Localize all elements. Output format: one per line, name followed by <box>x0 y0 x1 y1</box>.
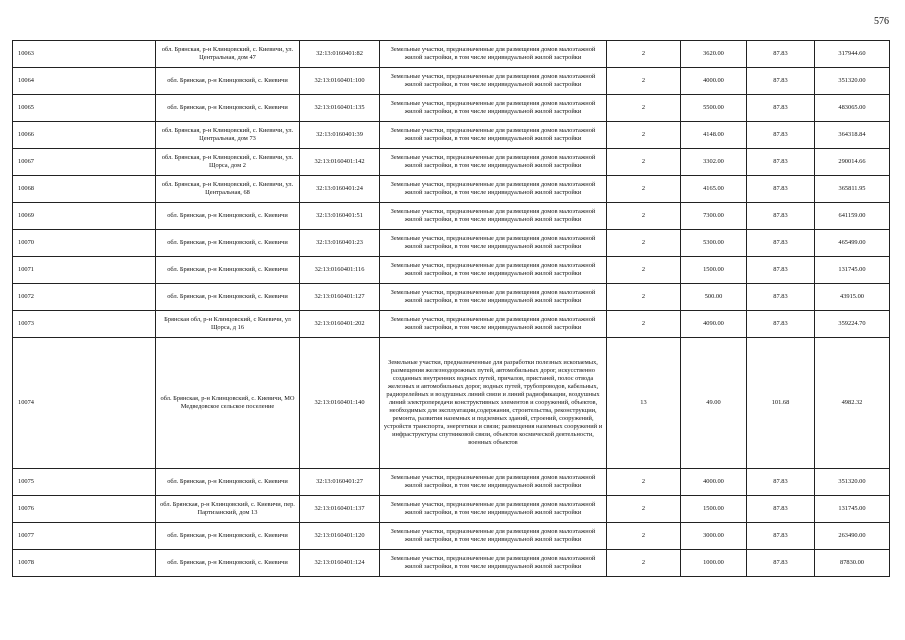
cadastral-number-cell: 32:13:0160401:39 <box>300 122 380 149</box>
row-number-cell: 10069 <box>13 203 156 230</box>
address-cell: обл. Брянская, р-н Клинцовский, с. Киевичи <box>156 523 300 550</box>
cadastral-value-cell: 365811.95 <box>815 176 890 203</box>
specific-value-cell: 87.83 <box>747 550 815 577</box>
cadastral-value-cell: 351320.00 <box>815 68 890 95</box>
land-use-cell: Земельные участки, предназначенные для размещения домов малоэтажной жилой застройки, в том числе индивидуальной жилой застройки <box>380 176 607 203</box>
specific-value-cell: 87.83 <box>747 203 815 230</box>
land-use-cell: Земельные участки, предназначенные для размещения домов малоэтажной жилой застройки, в том числе индивидуальной жилой застройки <box>380 68 607 95</box>
cadastral-value-cell: 43915.00 <box>815 284 890 311</box>
table-row <box>13 284 890 311</box>
table-row <box>13 311 890 338</box>
row-number-cell: 10064 <box>13 68 156 95</box>
specific-value-cell: 87.83 <box>747 176 815 203</box>
cadastral-value-cell: 87830.00 <box>815 550 890 577</box>
cadastral-number-cell: 32:13:0160401:27 <box>300 469 380 496</box>
land-use-cell: Земельные участки, предназначенные для размещения домов малоэтажной жилой застройки, в том числе индивидуальной жилой застройки <box>380 149 607 176</box>
area-cell: 4000.00 <box>681 68 747 95</box>
group-cell: 2 <box>607 523 681 550</box>
area-cell: 7300.00 <box>681 203 747 230</box>
cadastral-value-cell: 641159.00 <box>815 203 890 230</box>
cadastral-number-cell: 32:13:0160401:24 <box>300 176 380 203</box>
row-number-cell: 10068 <box>13 176 156 203</box>
cadastral-value-cell: 359224.70 <box>815 311 890 338</box>
cadastral-number-cell: 32:13:0160401:120 <box>300 523 380 550</box>
group-cell: 2 <box>607 469 681 496</box>
group-cell: 2 <box>607 95 681 122</box>
specific-value-cell: 87.83 <box>747 95 815 122</box>
land-use-cell: Земельные участки, предназначенные для разработки полезных ископаемых, размещения железнодорожных путей, автомобильных дорог, искусственно созданных внутренних водных путей, причалов, пристаней, полос отвода железных и автомобильных дорог, водных путей, трубопроводов, кабельных, радиорелейных и воздушных линий связи и линий радиофикации, воздушных линий электропередачи конструктивных элементов и сооружений, объектов, необходимых для эксплуатации,содержания, строительства, реконструкции, ремонта, развития наземных и подземных зданий, строений, сооружений, устройств транспорта, энергетики и связи; размещения наземных сооружений и инфраструктуры спутниковой связи, объектов космической деятельности, военных объектов <box>380 338 607 469</box>
cadastral-value-cell: 364318.84 <box>815 122 890 149</box>
specific-value-cell: 87.83 <box>747 284 815 311</box>
table-row <box>13 496 890 523</box>
row-number-cell: 10067 <box>13 149 156 176</box>
cadastral-value-cell: 263490.00 <box>815 523 890 550</box>
address-cell: обл. Брянская, р-н Клинцовский, с. Киевичи, ул. Щорса, дом 2 <box>156 149 300 176</box>
row-number-cell: 10072 <box>13 284 156 311</box>
address-cell: Брянская обл, р-н Клинцовский, с Киевичи, ул Щорса, д 16 <box>156 311 300 338</box>
row-number-cell: 10075 <box>13 469 156 496</box>
table-row <box>13 95 890 122</box>
cadastral-value-cell: 317944.60 <box>815 41 890 68</box>
specific-value-cell: 87.83 <box>747 149 815 176</box>
cadastral-number-cell: 32:13:0160401:116 <box>300 257 380 284</box>
group-cell: 13 <box>607 338 681 469</box>
row-number-cell: 10070 <box>13 230 156 257</box>
area-cell: 1000.00 <box>681 550 747 577</box>
row-number-cell: 10074 <box>13 338 156 469</box>
specific-value-cell: 87.83 <box>747 41 815 68</box>
cadastral-number-cell: 32:13:0160401:100 <box>300 68 380 95</box>
specific-value-cell: 87.83 <box>747 523 815 550</box>
specific-value-cell: 87.83 <box>747 122 815 149</box>
area-cell: 3000.00 <box>681 523 747 550</box>
address-cell: обл. Брянская, р-н Клинцовский, с. Киевичи, ул. Центральная, дом 73 <box>156 122 300 149</box>
cadastral-value-cell: 483065.00 <box>815 95 890 122</box>
specific-value-cell: 101.68 <box>747 338 815 469</box>
area-cell: 4090.00 <box>681 311 747 338</box>
area-cell: 3620.00 <box>681 41 747 68</box>
area-cell: 1500.00 <box>681 257 747 284</box>
land-use-cell: Земельные участки, предназначенные для размещения домов малоэтажной жилой застройки, в том числе индивидуальной жилой застройки <box>380 496 607 523</box>
cadastral-number-cell: 32:13:0160401:51 <box>300 203 380 230</box>
land-use-cell: Земельные участки, предназначенные для размещения домов малоэтажной жилой застройки, в том числе индивидуальной жилой застройки <box>380 311 607 338</box>
address-cell: обл. Брянская, р-н Клинцовский, с. Киевичи, ул. Центральная, дом 47 <box>156 41 300 68</box>
cadastral-value-cell: 290014.66 <box>815 149 890 176</box>
address-cell: обл. Брянская, р-н Клинцовский, с. Киевичи, МО Медведовское сельское поселение <box>156 338 300 469</box>
address-cell: обл. Брянская, р-н Клинцовский, с. Киевичи <box>156 95 300 122</box>
land-use-cell: Земельные участки, предназначенные для размещения домов малоэтажной жилой застройки, в том числе индивидуальной жилой застройки <box>380 550 607 577</box>
specific-value-cell: 87.83 <box>747 469 815 496</box>
address-cell: обл. Брянская, р-н Клинцовский, с. Киевичи <box>156 68 300 95</box>
land-use-cell: Земельные участки, предназначенные для размещения домов малоэтажной жилой застройки, в том числе индивидуальной жилой застройки <box>380 95 607 122</box>
specific-value-cell: 87.83 <box>747 68 815 95</box>
group-cell: 2 <box>607 122 681 149</box>
table-row <box>13 338 890 469</box>
area-cell: 500.00 <box>681 284 747 311</box>
area-cell: 5500.00 <box>681 95 747 122</box>
table-row <box>13 41 890 68</box>
table-row <box>13 68 890 95</box>
cadastral-number-cell: 32:13:0160401:142 <box>300 149 380 176</box>
land-use-cell: Земельные участки, предназначенные для размещения домов малоэтажной жилой застройки, в том числе индивидуальной жилой застройки <box>380 523 607 550</box>
cadastral-number-cell: 32:13:0160401:202 <box>300 311 380 338</box>
row-number-cell: 10071 <box>13 257 156 284</box>
area-cell: 49.00 <box>681 338 747 469</box>
address-cell: обл. Брянская, р-н Клинцовский, с. Киевичи <box>156 230 300 257</box>
cadastral-number-cell: 32:13:0160401:127 <box>300 284 380 311</box>
land-use-cell: Земельные участки, предназначенные для размещения домов малоэтажной жилой застройки, в том числе индивидуальной жилой застройки <box>380 469 607 496</box>
land-use-cell: Земельные участки, предназначенные для размещения домов малоэтажной жилой застройки, в том числе индивидуальной жилой застройки <box>380 41 607 68</box>
table-row <box>13 523 890 550</box>
specific-value-cell: 87.83 <box>747 230 815 257</box>
page-number: 576 <box>874 16 889 27</box>
specific-value-cell: 87.83 <box>747 257 815 284</box>
row-number-cell: 10073 <box>13 311 156 338</box>
table-row <box>13 257 890 284</box>
cadastral-number-cell: 32:13:0160401:135 <box>300 95 380 122</box>
area-cell: 3302.00 <box>681 149 747 176</box>
land-use-cell: Земельные участки, предназначенные для размещения домов малоэтажной жилой застройки, в том числе индивидуальной жилой застройки <box>380 122 607 149</box>
address-cell: обл. Брянская, р-н Клинцовский, с. Киевичи <box>156 257 300 284</box>
cadastral-number-cell: 32:13:0160401:140 <box>300 338 380 469</box>
row-number-cell: 10065 <box>13 95 156 122</box>
cadastral-value-table <box>12 40 890 577</box>
cadastral-number-cell: 32:13:0160401:137 <box>300 496 380 523</box>
cadastral-number-cell: 32:13:0160401:82 <box>300 41 380 68</box>
row-number-cell: 10076 <box>13 496 156 523</box>
group-cell: 2 <box>607 203 681 230</box>
area-cell: 1500.00 <box>681 496 747 523</box>
table-row <box>13 469 890 496</box>
area-cell: 4148.00 <box>681 122 747 149</box>
address-cell: обл. Брянская, р-н Клинцовский, с. Киевичи, пер. Партизанский, дом 13 <box>156 496 300 523</box>
area-cell: 4000.00 <box>681 469 747 496</box>
group-cell: 2 <box>607 284 681 311</box>
cadastral-value-cell: 131745.00 <box>815 257 890 284</box>
specific-value-cell: 87.83 <box>747 496 815 523</box>
row-number-cell: 10063 <box>13 41 156 68</box>
cadastral-number-cell: 32:13:0160401:23 <box>300 230 380 257</box>
cadastral-value-cell: 4982.32 <box>815 338 890 469</box>
address-cell: обл. Брянская, р-н Клинцовский, с. Киевичи <box>156 469 300 496</box>
cadastral-value-cell: 465499.00 <box>815 230 890 257</box>
cadastral-value-cell: 351320.00 <box>815 469 890 496</box>
cadastral-value-cell: 131745.00 <box>815 496 890 523</box>
group-cell: 2 <box>607 68 681 95</box>
land-use-cell: Земельные участки, предназначенные для размещения домов малоэтажной жилой застройки, в том числе индивидуальной жилой застройки <box>380 230 607 257</box>
table-row <box>13 203 890 230</box>
land-use-cell: Земельные участки, предназначенные для размещения домов малоэтажной жилой застройки, в том числе индивидуальной жилой застройки <box>380 203 607 230</box>
land-use-cell: Земельные участки, предназначенные для размещения домов малоэтажной жилой застройки, в том числе индивидуальной жилой застройки <box>380 257 607 284</box>
group-cell: 2 <box>607 41 681 68</box>
table-row <box>13 230 890 257</box>
table-row <box>13 149 890 176</box>
group-cell: 2 <box>607 257 681 284</box>
address-cell: обл. Брянская, р-н Клинцовский, с. Киевичи, ул. Центральная, 68 <box>156 176 300 203</box>
group-cell: 2 <box>607 149 681 176</box>
table-row <box>13 550 890 577</box>
row-number-cell: 10077 <box>13 523 156 550</box>
table-row <box>13 176 890 203</box>
row-number-cell: 10078 <box>13 550 156 577</box>
address-cell: обл. Брянская, р-н Клинцовский, с. Киевичи <box>156 284 300 311</box>
address-cell: обл. Брянская, р-н Клинцовский, с. Киевичи <box>156 550 300 577</box>
cadastral-number-cell: 32:13:0160401:124 <box>300 550 380 577</box>
group-cell: 2 <box>607 230 681 257</box>
group-cell: 2 <box>607 496 681 523</box>
table-row <box>13 122 890 149</box>
row-number-cell: 10066 <box>13 122 156 149</box>
group-cell: 2 <box>607 311 681 338</box>
specific-value-cell: 87.83 <box>747 311 815 338</box>
area-cell: 4165.00 <box>681 176 747 203</box>
address-cell: обл. Брянская, р-н Клинцовский, с. Киевичи <box>156 203 300 230</box>
group-cell: 2 <box>607 176 681 203</box>
group-cell: 2 <box>607 550 681 577</box>
area-cell: 5300.00 <box>681 230 747 257</box>
land-use-cell: Земельные участки, предназначенные для размещения домов малоэтажной жилой застройки, в том числе индивидуальной жилой застройки <box>380 284 607 311</box>
